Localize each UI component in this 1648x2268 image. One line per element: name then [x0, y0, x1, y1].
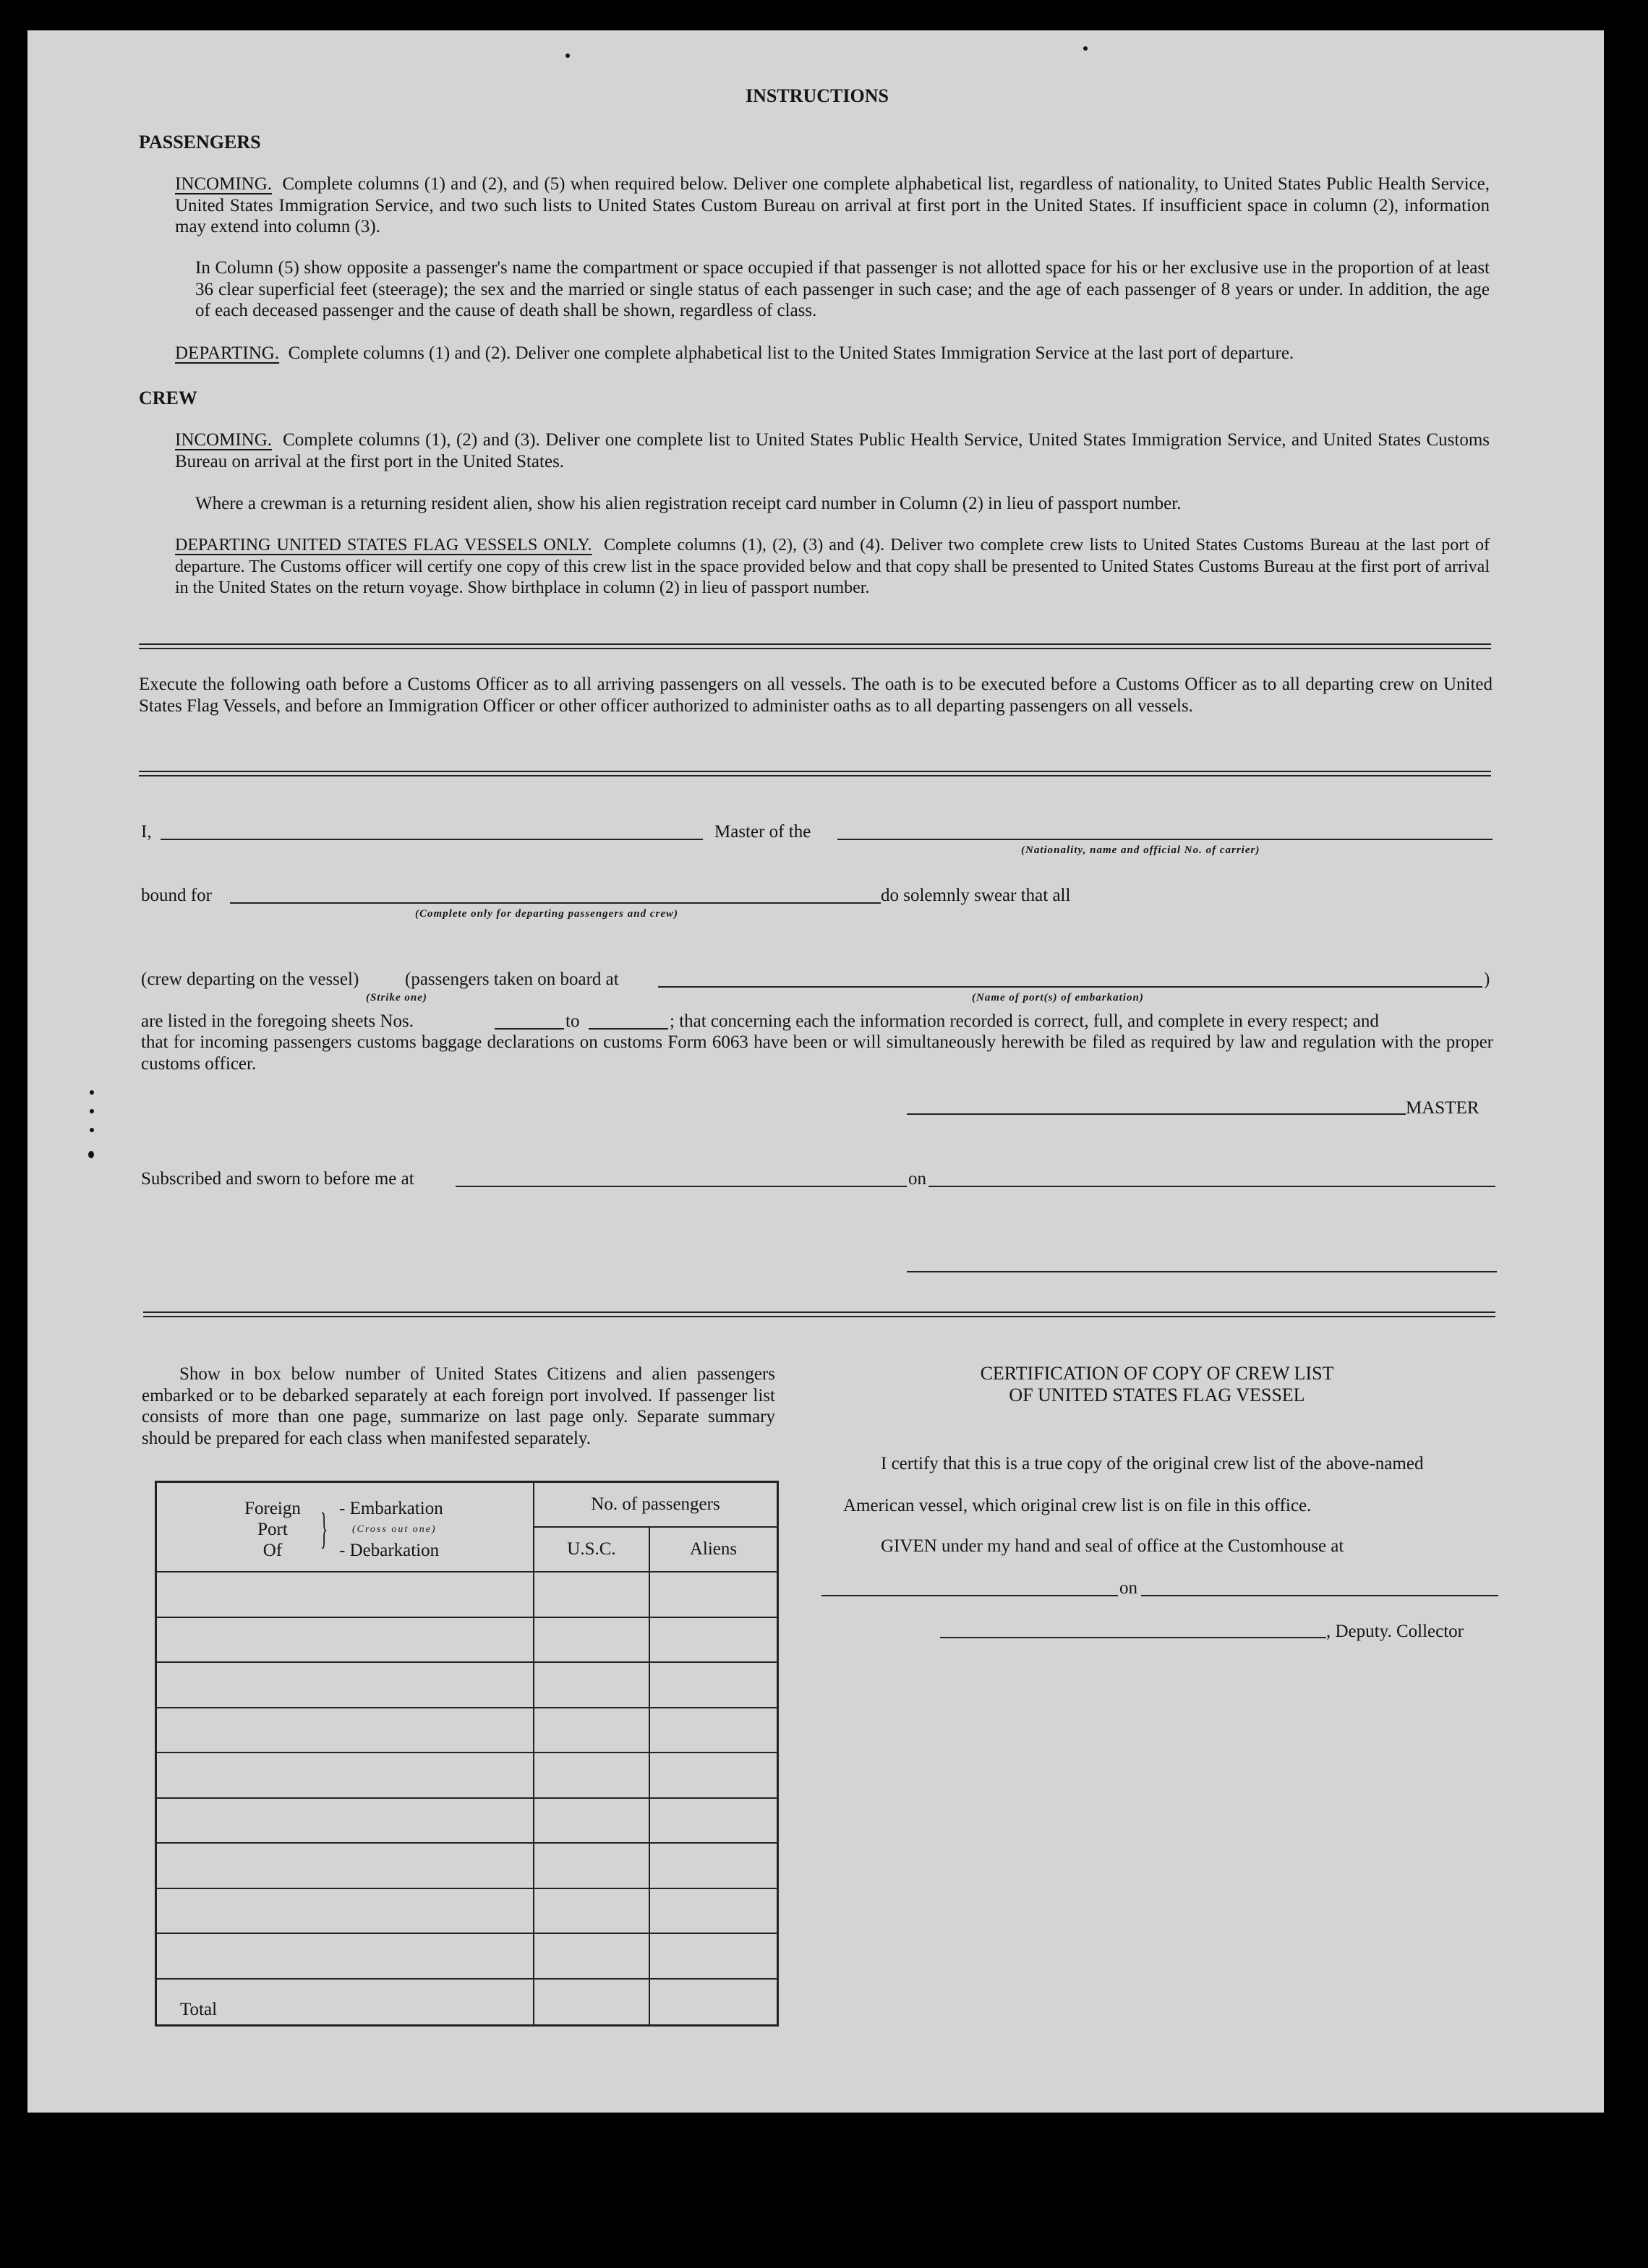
solemnly-swear-text: do solemnly swear that all [881, 886, 1071, 905]
debarkation-option[interactable]: - Debarkation [339, 1541, 440, 1561]
passenger-summary-table [155, 1481, 779, 2027]
aliens-cell[interactable] [649, 1753, 778, 1797]
table-row [156, 1753, 778, 1797]
certify-line1: I certify that this is a true copy of the original crew list of the above-named [881, 1454, 1424, 1473]
aliens-cell[interactable] [649, 1888, 778, 1933]
on-label: on [908, 1169, 926, 1189]
foreign-label: Foreign [244, 1499, 301, 1519]
to-label: to [565, 1011, 580, 1031]
embarkation-option[interactable]: - Embarkation [339, 1499, 443, 1519]
instructions-title: INSTRUCTIONS [746, 85, 889, 106]
aliens-total-cell[interactable] [649, 1979, 778, 2026]
master-name-field[interactable] [161, 839, 703, 840]
oath-rest-line2: that for incoming passengers customs baggage declarations on customs Form 6063 have been or will simultaneously herewith be filed as required by law and regulation with the proper customs officer. [141, 1032, 1493, 1074]
master-signature-field[interactable] [907, 1113, 1406, 1115]
strike-one-note: (Strike one) [366, 992, 427, 1004]
close-paren: ) [1484, 970, 1490, 989]
sworn-date-field[interactable] [928, 1186, 1495, 1187]
stray-mark [90, 1109, 94, 1113]
port-label: Port [257, 1520, 288, 1540]
deputy-signature-field[interactable] [940, 1637, 1326, 1638]
aliens-cell[interactable] [649, 1843, 778, 1888]
table-row [156, 1662, 778, 1707]
aliens-cell[interactable] [649, 1933, 778, 1978]
certify-line2: American vessel, which original crew list is on file in this office. [843, 1496, 1312, 1515]
passengers-incoming-paragraph [175, 174, 1490, 238]
aliens-header: Aliens [649, 1527, 778, 1572]
port-cell[interactable] [156, 1888, 534, 1933]
usc-cell[interactable] [534, 1843, 649, 1888]
complete-only-note: (Complete only for departing passengers and crew) [415, 908, 678, 920]
port-cell[interactable] [156, 1798, 534, 1843]
sworn-place-field[interactable] [456, 1186, 907, 1187]
usc-total-cell[interactable] [534, 1979, 649, 2026]
aliens-cell[interactable] [649, 1572, 778, 1617]
subscribed-label: Subscribed and sworn to before me at [141, 1169, 414, 1189]
crew-incoming-label: INCOMING. [175, 430, 273, 450]
port-cell[interactable] [156, 1753, 534, 1797]
usc-cell[interactable] [534, 1753, 649, 1797]
port-cell[interactable] [156, 1843, 534, 1888]
usc-header: U.S.C. [534, 1527, 649, 1572]
stray-mark [90, 1128, 94, 1132]
summary-instructions: Show in box below number of United States Citizens and alien passengers embarked or to be debarked separately at each foreign port involved. If passenger list consists of more than one page, summarize on last page only. Separate summary should be prepared for each class when manifested separately. [142, 1364, 775, 1448]
table-row [156, 1708, 778, 1753]
of-label: Of [262, 1541, 283, 1561]
passengers-departing-text: Complete columns (1) and (2). Deliver one complete alphabetical list to the United States Immigration Service at the last port of departure. [288, 343, 1294, 363]
usc-cell[interactable] [534, 1662, 649, 1707]
stray-mark [90, 1090, 94, 1095]
given-line: GIVEN under my hand and seal of office at the Customhouse at [881, 1536, 1344, 1556]
port-cell[interactable] [156, 1572, 534, 1617]
port-cell[interactable] [156, 1708, 534, 1753]
table-row [156, 1843, 778, 1888]
crew-incoming-text: Complete columns (1), (2) and (3). Deliver one complete list to United States Public Health Service, United States Immigration Service, and United States Customs Bureau on arrival at the first port in the United States. [175, 430, 1490, 471]
passengers-column5-paragraph: In Column (5) show opposite a passenger's name the compartment or space occupied if that passenger is not allotted space for his or her exclusive use in the proportion of at least 36 clear superficial feet (steerage); the sex and the married or single status of each passenger in such case; and the age of each passenger of 8 years or under. In addition, the age of each deceased passenger and the cause of death shall be shown, regardless of class. [195, 258, 1490, 320]
bound-for-label: bound for [141, 886, 212, 905]
usc-cell[interactable] [534, 1933, 649, 1978]
section-divider [139, 643, 1491, 649]
oath-i-label: I, [141, 822, 152, 842]
usc-cell[interactable] [534, 1617, 649, 1662]
name-of-ports-note: (Name of port(s) of embarkation) [972, 992, 1144, 1004]
deputy-collector-label: , Deputy. Collector [1326, 1622, 1464, 1641]
usc-cell[interactable] [534, 1888, 649, 1933]
customhouse-field[interactable] [821, 1595, 1118, 1596]
aliens-cell[interactable] [649, 1798, 778, 1843]
stray-mark [88, 1151, 94, 1158]
cert-date-field[interactable] [1141, 1595, 1498, 1596]
port-cell[interactable] [156, 1662, 534, 1707]
crew-incoming-paragraph [175, 429, 1490, 472]
total-label: Total [156, 1979, 534, 2026]
nationality-note: (Nationality, name and official No. of carrier) [1021, 844, 1260, 856]
listed-in-sheets-label: are listed in the foregoing sheets Nos. [141, 1011, 414, 1031]
aliens-cell[interactable] [649, 1708, 778, 1753]
total-row [156, 1979, 778, 2026]
stray-mark [565, 54, 570, 58]
certification-title-line1: CERTIFICATION OF COPY OF CREW LIST [980, 1363, 1334, 1384]
port-cell[interactable] [156, 1933, 534, 1978]
usc-cell[interactable] [534, 1798, 649, 1843]
table-row [156, 1798, 778, 1843]
no-of-passengers-header: No. of passengers [534, 1482, 778, 1527]
table-row [156, 1933, 778, 1978]
master-label: MASTER [1406, 1098, 1480, 1118]
master-of-the-label: Master of the [714, 822, 811, 842]
aliens-cell[interactable] [649, 1662, 778, 1707]
oath-rest-line1: ; that concerning each the information recorded is correct, full, and complete in every respect; and [670, 1011, 1379, 1031]
table-row [156, 1617, 778, 1662]
passengers-heading: PASSENGERS [139, 132, 261, 153]
passengers-departing-label: DEPARTING. [175, 343, 280, 363]
carrier-field[interactable] [837, 839, 1493, 840]
passengers-incoming-label: INCOMING. [175, 174, 273, 194]
brace-icon: } [320, 1505, 328, 1553]
usc-cell[interactable] [534, 1572, 649, 1617]
port-cell[interactable] [156, 1617, 534, 1662]
table-row [156, 1888, 778, 1933]
table-row [156, 1572, 778, 1617]
aliens-cell[interactable] [649, 1617, 778, 1662]
passengers-departing-paragraph [175, 343, 1294, 364]
stray-mark [1083, 46, 1088, 51]
passengers-incoming-text: Complete columns (1) and (2), and (5) when required below. Deliver one complete alphabetical list, regardless of nationality, to United States Public Health Service, United States Immigration Service, and two such lists to United States Custom Bureau on arrival at first port in the United States. If insufficient space in column (2), information may extend into column (3). [175, 174, 1490, 236]
ports-of-embarkation-field[interactable] [658, 986, 1482, 988]
crew-resident-paragraph: Where a crewman is a returning resident alien, show his alien registration receipt card number in Column (2) in lieu of passport number. [195, 494, 1182, 513]
sheet-from-field[interactable] [495, 1028, 564, 1030]
bound-for-field[interactable] [230, 902, 881, 904]
certification-title-line2: OF UNITED STATES FLAG VESSEL [1009, 1385, 1305, 1405]
officer-signature-field[interactable] [907, 1271, 1497, 1272]
oath-instructions: Execute the following oath before a Customs Officer as to all arriving passengers on all vessels. The oath is to be executed before a Customs Officer as to all departing crew on United States Flag Vessels, and before an Immigration Officer or other officer authorized to administer oaths as to all departing passengers on all vessels. [139, 675, 1493, 716]
cross-out-note: (Cross out one) [352, 1524, 437, 1536]
crew-departing-text: Complete columns (1), (2), (3) and (4). Deliver two complete crew lists to United States Customs Bureau at the last port of departure. The Customs officer will certify one copy of this crew list in the space provided below and that copy shall be presented to United States Customs Bureau at the first port of arrival in the United States on the return voyage. Show birthplace in column (2) in lieu of passport number. [175, 536, 1490, 597]
crew-departing-paragraph [175, 535, 1490, 599]
port-header-cell [156, 1482, 534, 1572]
usc-cell[interactable] [534, 1708, 649, 1753]
sheet-to-field[interactable] [589, 1028, 668, 1030]
section-divider [143, 1311, 1495, 1317]
passengers-taken-option[interactable]: (passengers taken on board at [405, 970, 619, 989]
crew-heading: CREW [139, 388, 197, 408]
crew-departing-label: DEPARTING UNITED STATES FLAG VESSELS ONLY. [175, 536, 592, 555]
cert-on-label: on [1119, 1578, 1137, 1598]
section-divider [139, 771, 1491, 776]
crew-departing-option[interactable]: (crew departing on the vessel) [141, 970, 359, 989]
